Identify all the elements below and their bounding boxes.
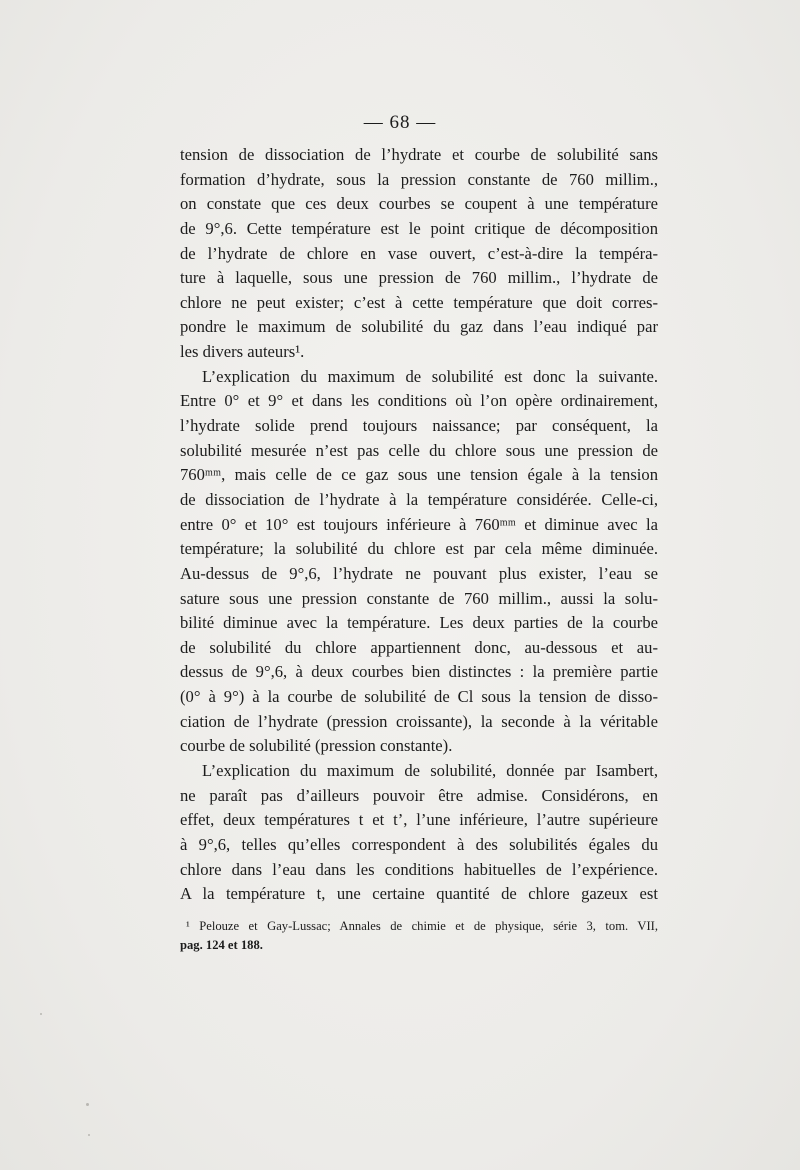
text-line: pondre le maximum de solubilité du gaz dans l’eau indiqué par xyxy=(180,317,658,337)
text-line: L’explication du maximum de solubilité, donnée par Isambert, xyxy=(202,761,658,781)
text-line: (0° à 9°) à la courbe de solubilité de Cl sous la tension de disso- xyxy=(180,687,658,707)
text-line: de 9°,6. Cette température est le point critique de décomposition xyxy=(180,218,658,238)
text-line: chlore ne peut exister; c’est à cette température que doit corres- xyxy=(180,292,658,312)
text-line: température; la solubilité du chlore est par cela même diminuée. xyxy=(180,539,658,559)
text-line: tension de dissociation de l’hydrate et courbe de solubilité sans xyxy=(180,145,658,164)
text-line: L’explication du maximum de solubilité est donc la suivante. xyxy=(202,366,658,386)
text-line: formation d’hydrate, sous la pression constante de 760 millim., xyxy=(180,169,658,189)
text-line: bilité diminue avec la température. Les deux parties de la courbe xyxy=(180,613,658,633)
text-line: à 9°,6, telles qu’elles correspondent à des solubilités égales du xyxy=(180,834,658,854)
paper-speck xyxy=(86,1103,89,1106)
text-line: effet, deux températures t et t’, l’une inférieure, l’autre supérieure xyxy=(180,810,658,830)
text-line: courbe de solubilité (pression constante). xyxy=(180,736,453,756)
body-text xyxy=(180,143,658,907)
text-line: sature sous une pression constante de 760 millim., aussi la solu- xyxy=(180,588,658,608)
text-line: on constate que ces deux courbes se coupent à une température xyxy=(180,194,658,214)
footnote-line: ¹ Pelouze et Gay-Lussac; Annales de chimie et de physique, série 3, tom. VII, xyxy=(186,919,658,933)
text-line: l’hydrate solide prend toujours naissance; par conséquent, la xyxy=(180,416,658,436)
text-line: dessus de 9°,6, à deux courbes bien distinctes : la première partie xyxy=(180,662,658,682)
text-line: solubilité mesurée n’est pas celle du chlore sous une pression de xyxy=(180,440,658,460)
text-line: Au-dessus de 9°,6, l’hydrate ne pouvant plus exister, l’eau se xyxy=(180,563,658,583)
text-line: les divers auteurs¹. xyxy=(180,342,305,362)
text-line: de solubilité du chlore appartiennent donc, au-dessous et au- xyxy=(180,637,658,657)
text-line: ciation de l’hydrate (pression croissante), la seconde à la véritable xyxy=(180,711,658,731)
paper-speck xyxy=(40,1013,42,1015)
text-line: 760ᵐᵐ, mais celle de ce gaz sous une tension égale à la tension xyxy=(180,465,658,485)
text-line: de l’hydrate de chlore en vase ouvert, c’est-à-dire la tempéra- xyxy=(180,243,658,263)
text-line: A la température t, une certaine quantité de chlore gazeux est xyxy=(180,884,658,904)
text-line: ture à laquelle, sous une pression de 760 millim., l’hydrate de xyxy=(180,268,658,288)
paper-speck xyxy=(88,1134,90,1136)
footnote xyxy=(180,917,658,955)
text-line: chlore dans l’eau dans les conditions habituelles de l’expérience. xyxy=(180,859,658,879)
text-line: de dissociation de l’hydrate à la température considérée. Celle-ci, xyxy=(180,489,658,509)
footnote-line: pag. 124 et 188. xyxy=(180,938,263,952)
page-number: — 68 — xyxy=(363,112,437,133)
text-line: Entre 0° et 9° et dans les conditions où l’on opère ordinairement, xyxy=(180,391,658,411)
text-line: ne paraît pas d’ailleurs pouvoir être admise. Considérons, en xyxy=(180,785,658,805)
text-line: entre 0° et 10° est toujours inférieure à 760ᵐᵐ et diminue avec la xyxy=(180,514,658,534)
